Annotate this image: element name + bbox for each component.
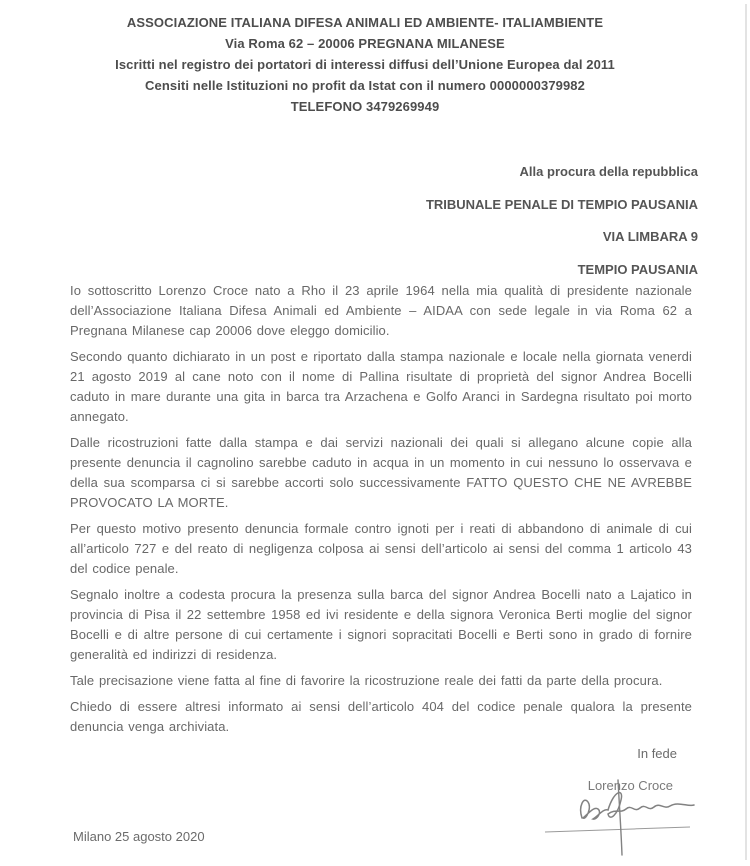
paragraph-introduction: Io sottoscritto Lorenzo Croce nato a Rho il 23 aprile 1964 nella mia qualità di presidente nazionale dell’Associazione Italiana Difesa Animali ed Ambiente – AIDAA con sede legale in via Roma 62 a Pregnana Milanese cap 20006 dove eleggo domicilio. [70,283,692,338]
paragraph-notification-request: Chiedo di essere altresi informato ai sensi dell’articolo 404 del codice penale qualora la presente denuncia venga archiviata. [70,699,692,734]
signature-vertical-stroke [618,780,622,855]
recipient-court: TRIBUNALE PENALE DI TEMPIO PAUSANIA [425,196,698,212]
letterhead-registry-line: Iscritti nel registro dei portatori di interessi diffusi dell’Unione Europea dal 2011 [115,57,615,72]
letterhead-phone: TELEFONO 3479269949 [290,99,440,114]
letterhead-istat-line: Censiti nelle Istituzioni no profit da Istat con il numero 0000000379982 [145,78,585,93]
letterhead-address: Via Roma 62 – 20006 PREGNANA MILANESE [225,36,505,51]
paragraph-formal-complaint: Per questo motivo presento denuncia formale contro ignoti per i reati di abbandono di animale di cui all’articolo 727 e del reato di negligenza colposa ai sensi dell’articolo ai sensi del comma 1 articolo 43 del codice penale. [70,521,692,576]
signer-typed-name: Lorenzo Croce [587,778,673,793]
place-and-date: Milano 25 agosto 2020 [73,829,205,844]
signature-scrawl [581,793,694,820]
recipient-city: TEMPIO PAUSANIA [577,261,698,277]
scan-edge-artifact [745,4,747,860]
handwritten-signature [540,776,700,866]
recipient-office: Alla procura della repubblica [519,164,698,179]
recipient-block [426,156,698,286]
letterhead [0,12,730,117]
paragraph-witnesses: Segnalo inoltre a codesta procura la presenza sulla barca del signor Andrea Bocelli nato a Lajatico in provincia di Pisa il 22 settembre 1958 ed ivi residente e della signora Veronica Berti moglie del signor Bocelli e di altre persone di cui certamente i signori sopracitati Bocelli e Berti sono in grado di fornire generalità ed indirizzi di residenza. [70,587,692,662]
paragraph-facts: Secondo quanto dichiarato in un post e riportato dalla stampa nazionale e locale nella giornata venerdi 21 agosto 2019 al cane noto con il nome di Pallina risultate di proprietà del signor Andrea Bocelli caduto in mare durante una gita in barca tra Arzachena e Golfo Aranci in Sardegna risultato poi morto annegato. [70,349,692,424]
paragraph-reconstruction: Dalle ricostruzioni fatte dalla stampa e dai servizi nazionali dei quali si allegano alcune copie alla presente denuncia il cagnolino sarebbe caduto in acqua in un momento in cui nessuno lo osservava e della sua scomparsa ci si sarebbe accorti solo successivamente FATTO QUESTO CHE NE AVREBBE PROVOCATO LA MORTE. [70,435,692,510]
closing-salutation: In fede [637,746,677,761]
signature-underline [545,827,690,832]
letter-body [70,281,692,743]
paragraph-clarification: Tale precisazione viene fatta al fine di favorire la ricostruzione reale dei fatti da parte della procura. [70,673,663,688]
letterhead-association-name: ASSOCIAZIONE ITALIANA DIFESA ANIMALI ED AMBIENTE- ITALIAMBIENTE [126,15,604,30]
recipient-street: VIA LIMBARA 9 [602,229,698,244]
